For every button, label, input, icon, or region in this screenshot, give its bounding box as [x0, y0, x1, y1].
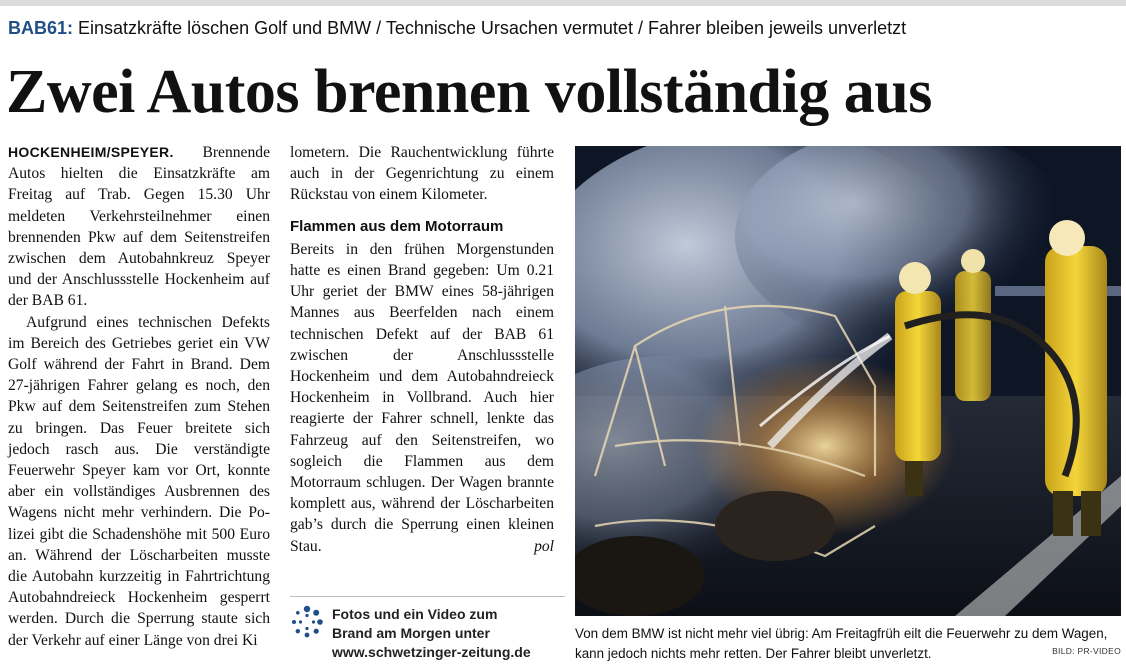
kicker-line [8, 17, 1118, 39]
promo-url-link[interactable]: www.schwetzinger-zeitung.de [332, 644, 531, 660]
kicker-tag: BAB61: [8, 18, 74, 38]
paragraph-2-continued: lometern. Die Rauchentwicklung führte auch in der Gegenrichtung zu einem Rückstau von einem Kilometer. [290, 144, 554, 204]
subheading: Flammen aus dem Motorraum [290, 217, 504, 235]
article-column-2 [290, 142, 554, 557]
top-rule [0, 0, 1126, 6]
online-promo-box[interactable] [290, 596, 565, 663]
photo-credit: BILD: PR-VIDEO [1052, 646, 1121, 656]
promo-line-2: Brand am Morgen unter [332, 625, 490, 641]
paragraph-3: Bereits in den frühen Morgenstunden hatte es einen Brand gegeben: Um 0.21 Uhr geriet der BMW eines 58-jährigen Mannes aus Beerfelden nach einem technischen Defekt auf der BAB 61 zwischen der Anschlussstelle Hockenheim und dem Autobahndreieck Hockenheim in Vollbrand. Auch hier reagierte der Fahrer schnell, lenkte das Fahrzeug auf den Seitenstreifen, wo sogleich die Flammen aus dem Motorraum schlugen. Der Wagen brannte komplett aus, während der Löscharbeiten gab’s durch die Sperrung einen kleinen Stau. [290, 240, 554, 555]
paragraph-1: Brennende Autos hielten die Einsatzkräfte am Freitag auf Trab. Gegen 15.30 Uhr meldeten Verkehrsteilnehmer einen brennenden Pkw auf dem Seitenstreifen zwischen dem Autobahnkreuz Speyer und der Anschlussstelle Hockenheim auf der BAB 61. [8, 144, 270, 310]
paragraph-2: Aufgrund eines technischen Defekts im Bereich des Getriebes geriet ein VW Golf während der Fahrt in Brand. Dem 27-jährigen Fahrer gelang es noch, den Pkw auf dem Seitenstreifen zum Stehen zu bringen. Das Feuer breitete sich jedoch rasch aus. Die verständigte Feuerwehr Speyer kam vor Ort, konnte aber ein vollständiges Ausbrennen des Wagens nicht mehr verhindern. Die Polizei gibt die Schadenshöhe mit 500 Euro an. Während der Löscharbeiten musste die Autobahn kurzzeitig in Fahrtrichtung Autobahndreieck Hockenheim gesperrt werden. Durch die Sperrung staute sich der Verkehr auf einer Länge von drei Ki [8, 313, 270, 649]
spinner-dots-icon [290, 605, 324, 639]
author-initials: pol [534, 537, 554, 555]
dateline: HOCKENHEIM/SPEYER. [8, 144, 174, 160]
photo-caption: Von dem BMW ist nicht mehr viel übrig: Am Freitagfrüh eilt die Feuerwehr zu dem Wagen, kann jedoch nichts mehr retten. Der Fahrer bleibt unverletzt. [575, 626, 1108, 661]
promo-line-1: Fotos und ein Video zum [332, 606, 498, 622]
promo-text [332, 605, 567, 662]
news-photo-car-fire [575, 146, 1121, 616]
headline: Zwei Autos brennen vollständig aus [6, 58, 932, 126]
kicker-text: Einsatzkräfte löschen Golf und BMW / Technische Ursachen vermutet / Fahrer bleiben jeweils unverletzt [78, 18, 907, 38]
article-column-1 [8, 142, 270, 651]
